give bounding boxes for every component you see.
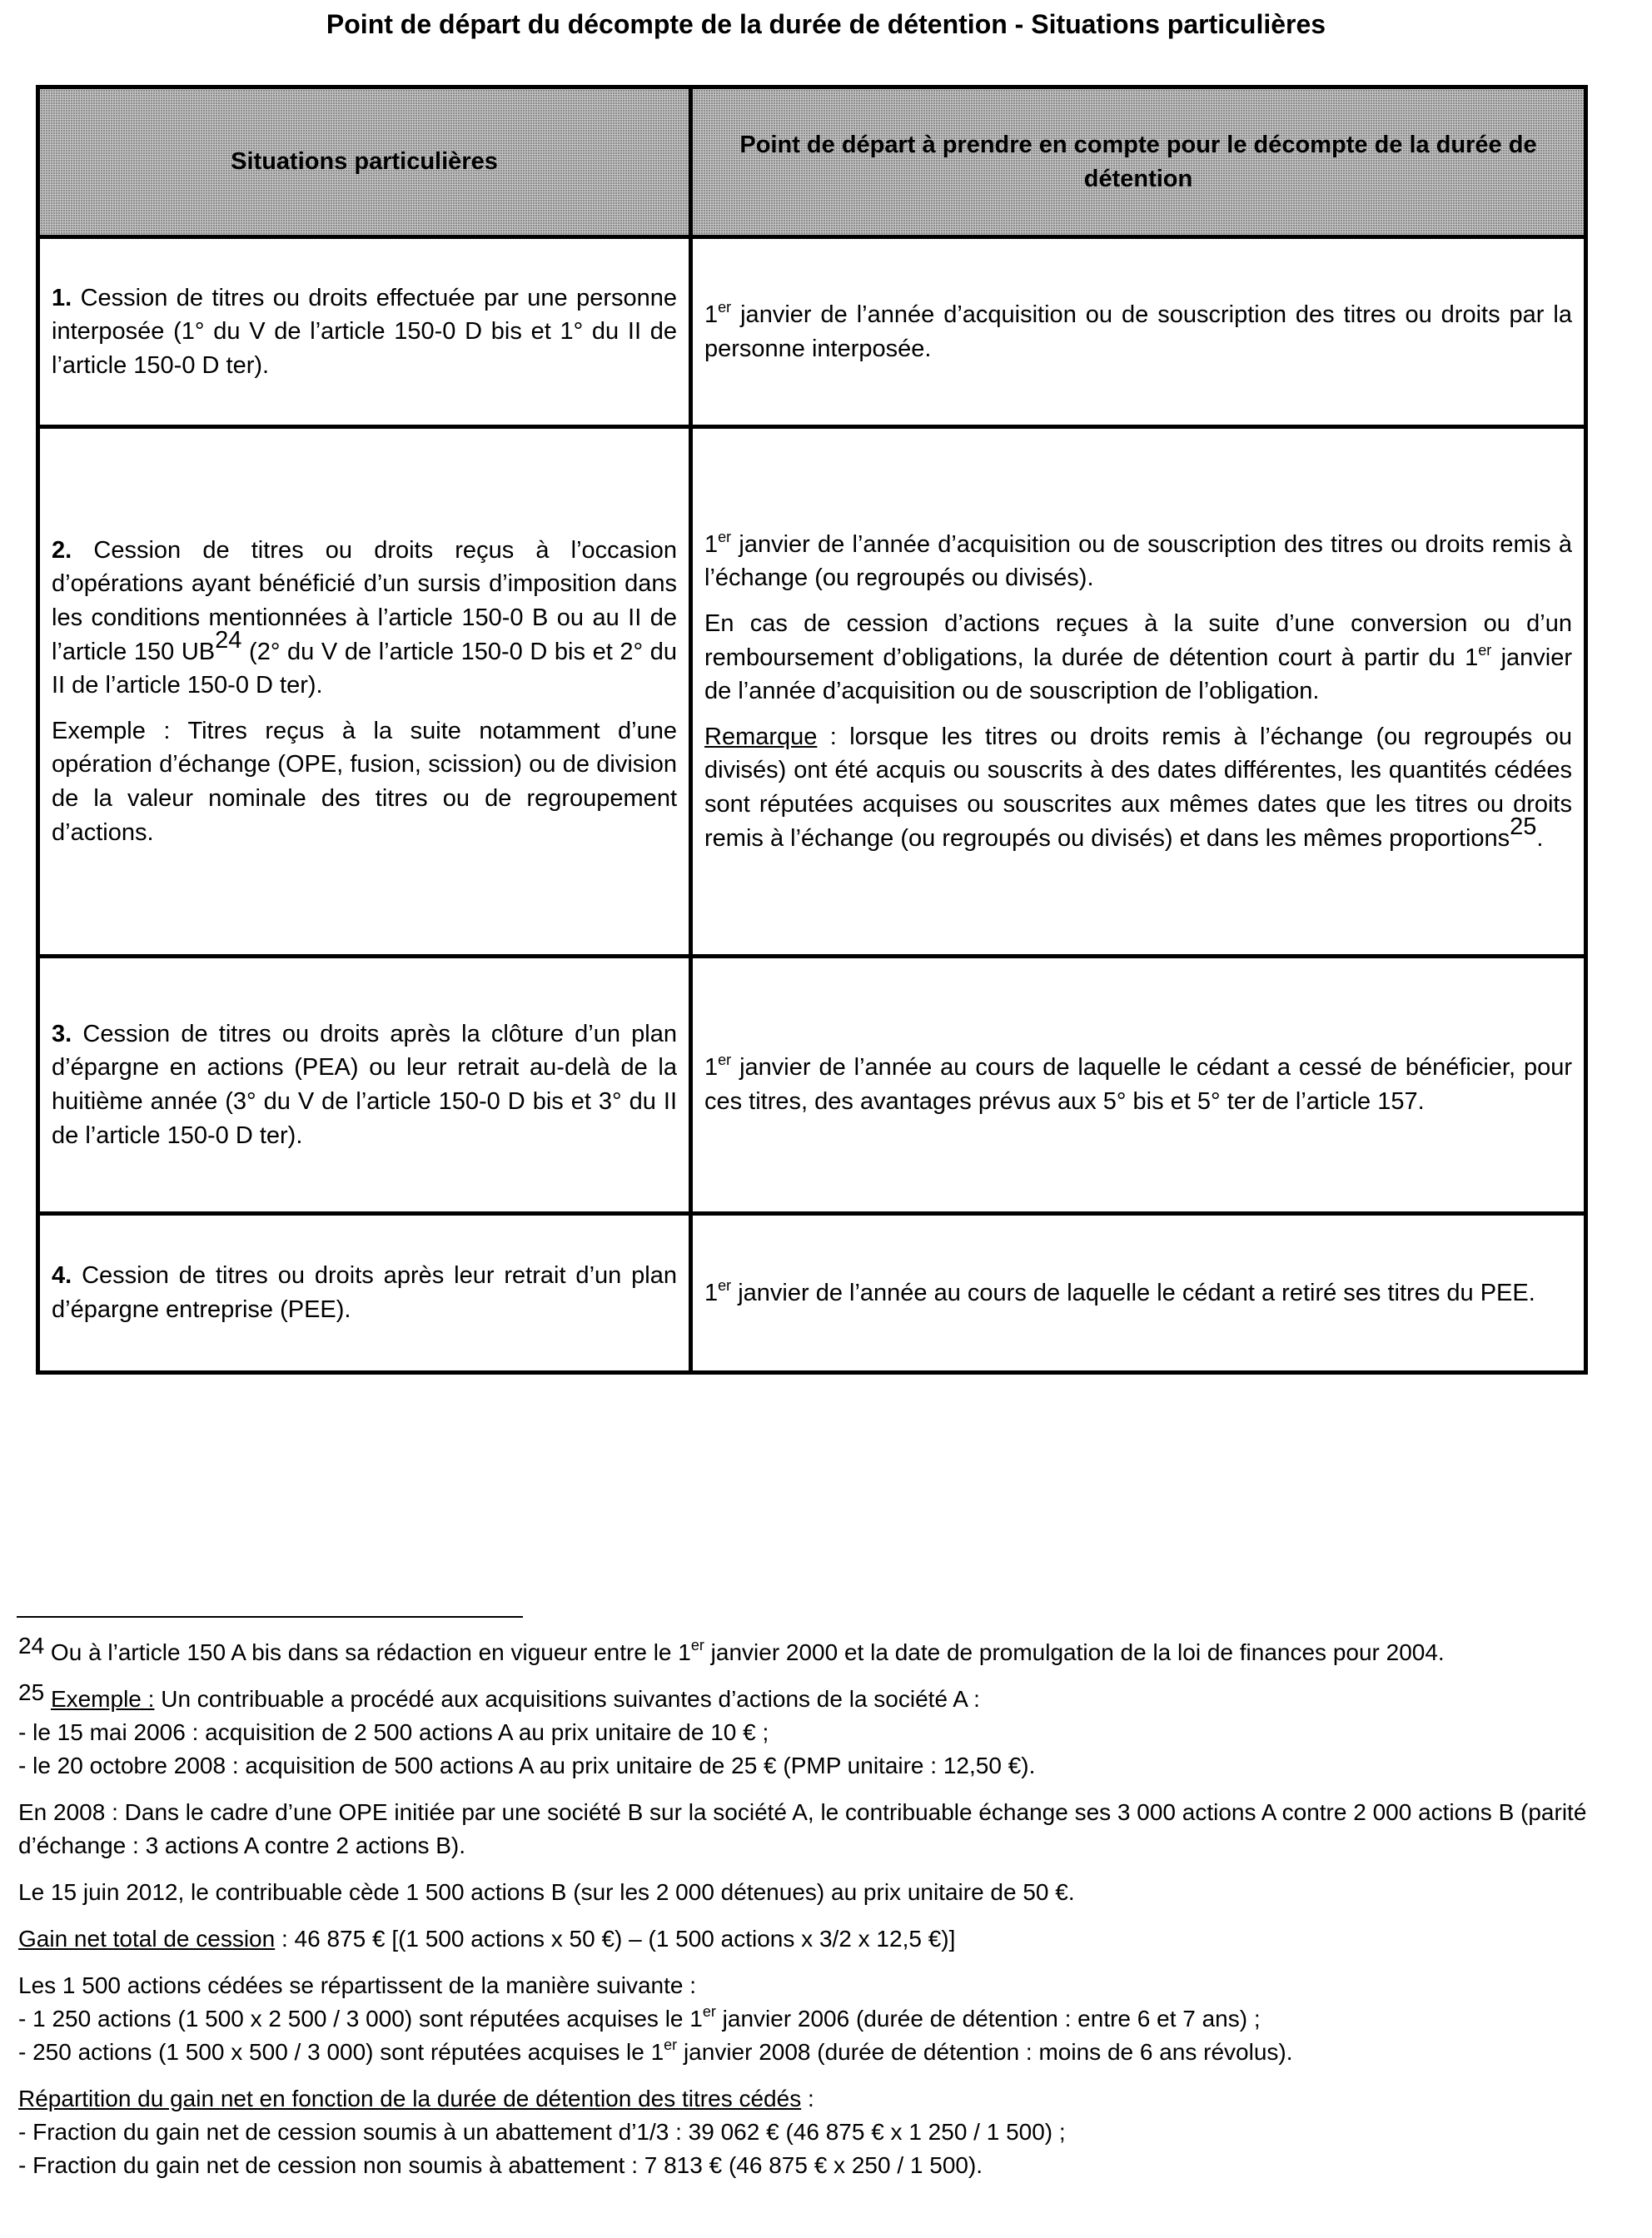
acquisition-line-1: - le 15 mai 2006 : acquisition de 2 500 actions A au prix unitaire de 10 € ; (18, 1719, 769, 1745)
row-number: 3. (52, 1020, 72, 1047)
row-2-point-depart (691, 427, 1586, 957)
conversion-text: En cas de cession d’actions reçues à la suite d’une conversion ou d’un remboursement d’obligations, la durée de détention court à partir du 1 (704, 610, 1572, 671)
repartition-text: - 1 250 actions (1 500 x 2 500 / 3 000) sont réputées acquises le 1 (18, 2006, 703, 2032)
date-day: 1 (704, 301, 719, 328)
example-intro: Un contribuable a procédé aux acquisitions suivantes d’actions de la société A : (154, 1686, 980, 1712)
row-number: 2. (52, 536, 72, 564)
footnote-text: Ou à l’article 150 A bis dans sa rédaction en vigueur entre le 1 (44, 1639, 691, 1665)
distribution-colon: : (801, 2086, 814, 2111)
example-label: Exemple : (50, 1686, 155, 1712)
ordinal-suffix: er (690, 1637, 704, 1654)
point-depart-text: janvier de l’année au cours de laquelle le cédant a retiré ses titres du PEE. (731, 1279, 1535, 1306)
ordinal-suffix: er (1478, 641, 1492, 659)
date-day: 1 (704, 1279, 719, 1306)
cession-paragraph: Le 15 juin 2012, le contribuable cède 1 500 actions B (sur les 2 000 détenues) au prix unitaire de 50 €. (18, 1879, 1075, 1905)
row-3-situation (38, 957, 691, 1214)
conversion-text-cont: janvier de l’année d’acquisition ou de souscription de l’obligation. (704, 644, 1572, 705)
row-number: 1. (52, 284, 72, 311)
situation-text: Cession de titres ou droits après la clôture d’un plan d’épargne en actions (PEA) ou leur retrait au-delà de la huitième année (3° du V de l’article 150-0 D bis et 3° du II de l’article 150-0 D ter). (52, 1020, 677, 1149)
distribution-line-1: - Fraction du gain net de cession soumis à un abattement d’1/3 : 39 062 € (46 875 € x 1 250 / 1 500) ; (18, 2119, 1066, 2145)
footnote-24 (18, 1633, 1605, 1669)
footnote-separator (17, 1616, 523, 1618)
footnotes (18, 1633, 1605, 2182)
header-point-depart: Point de départ à prendre en compte pour le décompte de la durée de détention (691, 87, 1586, 237)
distribution-label: Répartition du gain net en fonction de la durée de détention des titres cédés (18, 2086, 802, 2111)
distribution-heading (18, 2082, 1605, 2116)
repartition-text: - 250 actions (1 500 x 500 / 3 000) sont réputées acquises le 1 (18, 2039, 664, 2065)
ordinal-suffix: er (664, 2037, 678, 2053)
ordinal-suffix: er (718, 528, 732, 545)
remark-end: . (1536, 824, 1544, 852)
point-depart-text: janvier de l’année d’acquisition ou de souscription des titres ou droits par la personne interposée. (704, 301, 1572, 362)
row-2-situation (38, 427, 691, 957)
repartition-line-1 (18, 2002, 1605, 2036)
gain-net-value: : 46 875 € [(1 500 actions x 50 €) – (1 500 actions x 3/2 x 12,5 €)] (275, 1926, 956, 1952)
date-day: 1 (704, 530, 719, 558)
row-1-situation (38, 237, 691, 427)
situations-table (36, 85, 1588, 1375)
table-row (38, 427, 1586, 957)
repartition-text-cont: janvier 2008 (durée de détention : moins de 6 ans révolus). (677, 2039, 1293, 2065)
repartition-intro: Les 1 500 actions cédées se répartissent de la manière suivante : (18, 1972, 697, 1998)
remark-text: : lorsque les titres ou droits remis à l’échange (ou regroupés ou divisés) ont été acquis ou souscrits à des dates différentes, les quantités cédées sont réputées acquises ou souscrites aux mêmes dates que les titres ou droits remis à l’échange (ou regroupés ou divisés) et dans les mêmes proportions (704, 723, 1572, 852)
row-4-point-depart (691, 1214, 1586, 1373)
page-title: Point de départ du décompte de la durée de détention - Situations particulières (326, 9, 1326, 39)
footnote-ref-25[interactable]: 25 (1510, 813, 1537, 840)
ope-paragraph: En 2008 : Dans le cadre d’une OPE initiée par une société B sur la société A, le contribuable échange ses 3 000 actions A contre 2 000 actions B (parité d’échange : 3 actions A contre 2 actions B). (18, 1799, 1587, 1858)
header-situations: Situations particulières (38, 87, 691, 237)
date-day: 1 (704, 1054, 719, 1082)
row-3-point-depart (691, 957, 1586, 1214)
acquisition-line-2: - le 20 octobre 2008 : acquisition de 500 actions A au prix unitaire de 25 € (PMP unitaire : 12,50 €). (18, 1753, 1036, 1778)
table-header-row (38, 87, 1586, 237)
ordinal-suffix: er (718, 1052, 732, 1069)
remark-label: Remarque (704, 723, 818, 750)
repartition-line-2 (18, 2036, 1605, 2069)
situation-text: Cession de titres ou droits reçus à l’occasion d’opérations ayant bénéficié d’un sursis d’imposition dans les conditions mentionnées à l’article 150-0 B ou au II de l’article 150 UB (52, 536, 678, 665)
footnote-text-cont: janvier 2000 et la date de promulgation de la loi de finances pour 2004. (704, 1639, 1445, 1665)
ordinal-suffix: er (718, 1276, 732, 1294)
ordinal-suffix: er (718, 298, 732, 316)
situation-text-cont: (2° du V de l’article 150-0 D bis et 2° du II de l’article 150-0 D ter). (52, 638, 678, 699)
situation-text: Cession de titres ou droits effectuée par une personne interposée (1° du V de l’article 150-0 D bis et 1° du II de l’article 150-0 D ter). (52, 284, 677, 379)
distribution-line-2: - Fraction du gain net de cession non soumis à abattement : 7 813 € (46 875 € x 250 / 1 500). (18, 2152, 983, 2178)
row-4-situation (38, 1214, 691, 1373)
repartition-text-cont: janvier 2006 (durée de détention : entre 6 et 7 ans) ; (715, 2006, 1261, 2032)
row-number: 4. (52, 1262, 72, 1290)
point-depart-text: janvier de l’année au cours de laquelle le cédant a cessé de bénéficier, pour ces titres, des avantages prévus aux 5° bis et 5° ter de l’article 157. (704, 1054, 1572, 1115)
footnote-number: 24 (18, 1633, 45, 1659)
gain-net-line (18, 1922, 1605, 1956)
row-1-point-depart (691, 237, 1586, 427)
gain-net-label: Gain net total de cession (18, 1926, 276, 1952)
situation-text: Cession de titres ou droits après leur retrait d’un plan d’épargne entreprise (PEE). (52, 1262, 677, 1323)
ordinal-suffix: er (702, 2003, 716, 2020)
table-row (38, 957, 1586, 1214)
table-row (38, 237, 1586, 427)
situation-example: Exemple : Titres reçus à la suite notamment d’une opération d’échange (OPE, fusion, scission) ou de division de la valeur nominale des titres ou de regroupement d’actions. (52, 717, 677, 846)
footnote-ref-24[interactable]: 24 (215, 626, 242, 654)
footnote-25 (18, 1679, 1605, 1716)
footnote-number: 25 (18, 1679, 45, 1705)
point-depart-text: janvier de l’année d’acquisition ou de souscription des titres ou droits remis à l’échange (ou regroupés ou divisés). (704, 530, 1572, 592)
table-row (38, 1214, 1586, 1373)
